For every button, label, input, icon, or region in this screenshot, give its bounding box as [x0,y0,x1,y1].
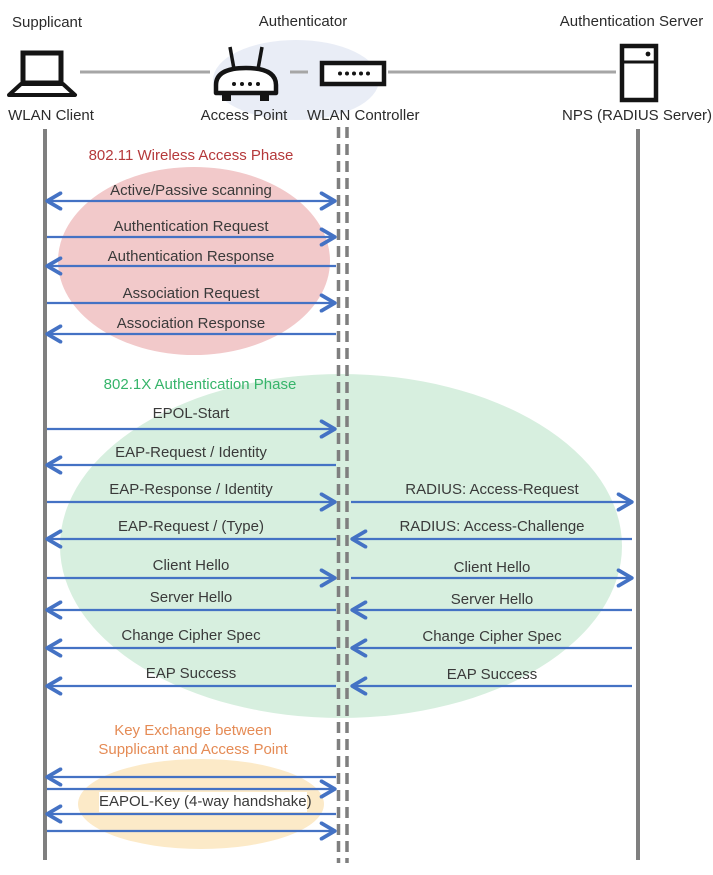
message-radius-access-request: RADIUS: Access-Request [405,481,579,498]
phase-title-key-exchange-line1: Key Exchange between [114,722,272,739]
message-eap-request-type: EAP-Request / (Type) [118,518,264,535]
message-server-hello-right: Server Hello [450,591,534,608]
node-label-nps-radius-server: NPS (RADIUS Server) [562,107,713,124]
wlan-controller-icon [322,63,384,84]
message-eap-response-identity: EAP-Response / Identity [109,481,273,498]
message-client-hello-right: Client Hello [453,559,531,576]
phase-title-wireless-access: 802.11 Wireless Access Phase [88,147,294,164]
message-authentication-request: Authentication Request [113,218,269,235]
message-eapol-key-handshake: EAPOL-Key (4-way handshake) [99,793,312,810]
message-eap-request-identity: EAP-Request / Identity [115,444,267,461]
message-epol-start: EPOL-Start [152,405,230,422]
message-change-cipher-spec-right: Change Cipher Spec [422,628,562,645]
node-label-access-point: Access Point [200,107,288,124]
message-association-response: Association Response [116,315,266,332]
server-icon [622,46,656,100]
message-radius-access-challenge: RADIUS: Access-Challenge [399,518,585,535]
role-supplicant: Supplicant [12,14,83,31]
message-authentication-response: Authentication Response [107,248,275,265]
message-client-hello-left: Client Hello [152,557,230,574]
message-association-request: Association Request [122,285,260,302]
message-eap-success-right: EAP Success [446,666,538,683]
role-authentication-server: Authentication Server [559,13,704,30]
message-change-cipher-spec-left: Change Cipher Spec [121,627,261,644]
node-label-wlan-client: WLAN Client [8,107,94,124]
phase-title-key-exchange-line2: Supplicant and Access Point [98,741,288,758]
message-eap-success-left: EAP Success [145,665,237,682]
message-active-passive-scanning: Active/Passive scanning [110,182,272,199]
node-label-wlan-controller: WLAN Controller [307,107,420,124]
phase-title-authentication: 802.1X Authentication Phase [103,376,297,393]
role-authenticator: Authenticator [258,13,348,30]
laptop-icon [9,53,75,95]
message-server-hello-left: Server Hello [149,589,233,606]
